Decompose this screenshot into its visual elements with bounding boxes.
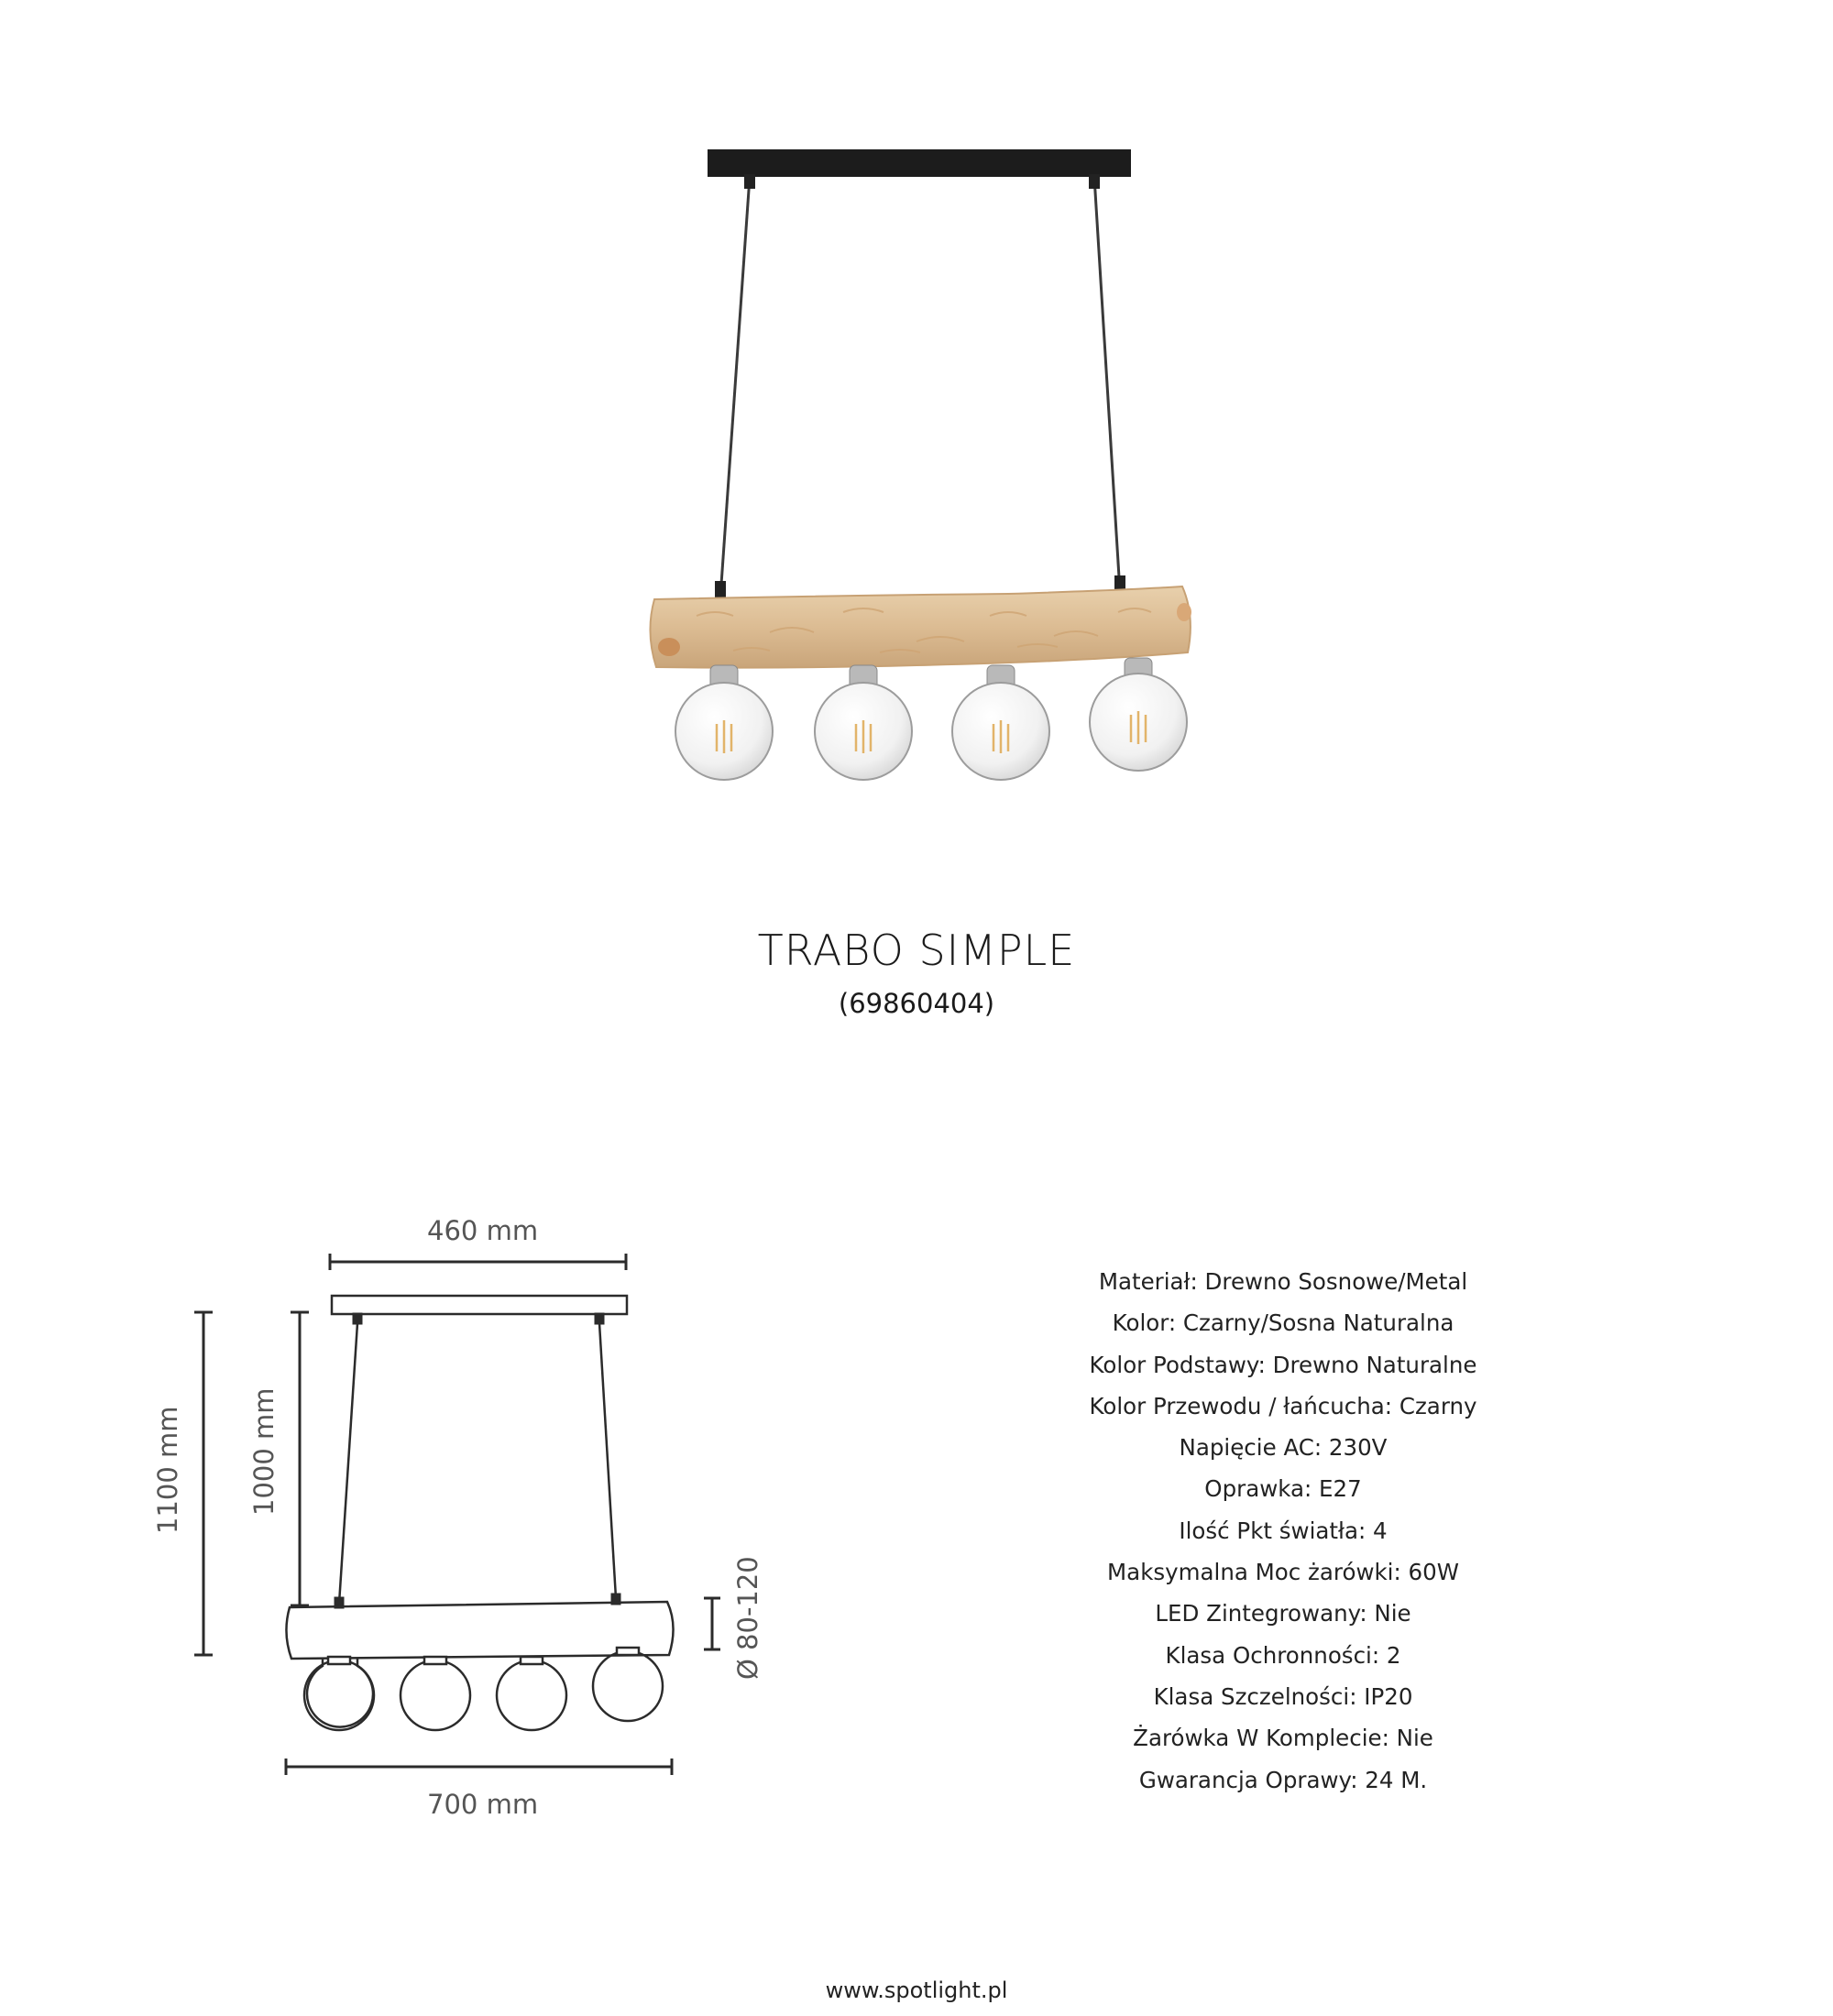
- spec-item: Oprawka: E27: [1204, 1475, 1362, 1503]
- spec-item: Maksymalna Moc żarówki: 60W: [1107, 1559, 1459, 1586]
- ceiling-canopy: [708, 149, 1131, 177]
- spec-item: Klasa Ochronności: 2: [1165, 1641, 1401, 1669]
- spec-item: Klasa Szczelności: IP20: [1153, 1682, 1413, 1710]
- spec-item: Kolor Przewodu / łańcucha: Czarny: [1089, 1392, 1477, 1419]
- spec-item: LED Zintegrowany: Nie: [1155, 1600, 1411, 1627]
- footer-url[interactable]: www.spotlight.pl: [825, 1978, 1008, 2003]
- drawing-canopy: [332, 1296, 627, 1314]
- spec-item: Gwarancja Oprawy: 24 M.: [1138, 1766, 1428, 1793]
- spec-item: Kolor: Czarny/Sosna Naturalna: [1112, 1309, 1454, 1337]
- dim-label-beam-diameter: Ø 80-120: [732, 1556, 763, 1680]
- specs-list: [1008, 1261, 1558, 1801]
- suspension-cable-left: [720, 177, 750, 597]
- suspension-cable-right: [1094, 177, 1120, 592]
- wooden-beam: [650, 586, 1191, 668]
- product-code: (69860404): [838, 988, 995, 1019]
- dim-label-total-height: 1100 mm: [152, 1406, 183, 1534]
- spec-item: Żarówka W Komplecie: Nie: [1133, 1725, 1433, 1752]
- light-bulbs: [675, 658, 1187, 780]
- product-photo: [0, 0, 1833, 825]
- spec-item: Napięcie AC: 230V: [1179, 1434, 1388, 1462]
- title-block: [0, 926, 1833, 1019]
- spec-item: Kolor Podstawy: Drewno Naturalne: [1089, 1351, 1477, 1378]
- spec-item: Materiał: Drewno Sosnowe/Metal: [1098, 1268, 1468, 1295]
- spec-item: Ilość Pkt światła: 4: [1179, 1517, 1388, 1544]
- dim-label-bottom-width: 700 mm: [427, 1789, 539, 1820]
- dim-label-top-width: 460 mm: [427, 1215, 539, 1246]
- dim-label-cable-height: 1000 mm: [248, 1387, 280, 1516]
- product-name: TRABO SIMPLE: [757, 926, 1076, 975]
- drawing-beam: [286, 1602, 673, 1659]
